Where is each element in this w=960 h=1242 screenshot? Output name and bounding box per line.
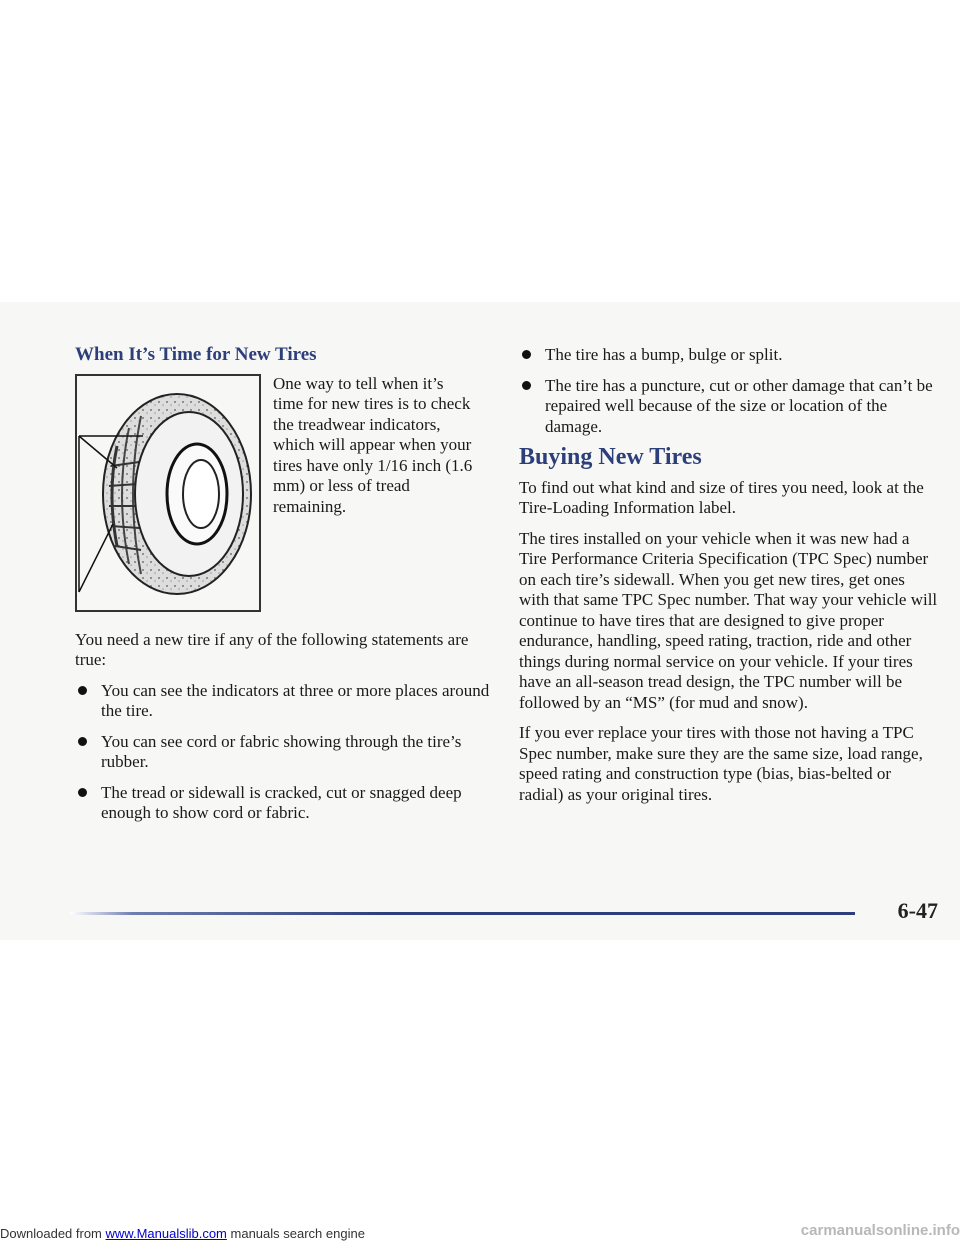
tire-treadwear-icon [75,374,261,612]
left-column [75,345,495,834]
paragraph: The tires installed on your vehicle when it was new had a Tire Performance Criteria Specification (TPC Spec) number on each tire’s sidewall. When you get new tires, get ones with that same TPC Spec number. That way your vehicle will continue to have tires that are designed to give proper endurance, handling, speed rating, traction, ride and other things during normal service on your vehicle. If your tires have an all-season tread design, the TPC number will be followed by an “MS” (for mud and snow). [519,528,938,712]
treadwear-intro: One way to tell when it’s time for new tires is to check the treadwear indicators, which will appear when your tires have only 1/16 inch (1.6 mm) or less of tread remaining. [273,373,473,516]
footer-rule [70,912,855,915]
watermark: carmanualsonline.info [800,1222,960,1239]
section-heading-new-tires: When It’s Time for New Tires [75,344,317,365]
new-tire-conditions [75,681,495,824]
list-item: The tire has a puncture, cut or other damage that can’t be repaired well because of the size or location of the damage. [519,376,939,438]
list-item: You can see cord or fabric showing through the tire’s rubber. [75,732,495,773]
download-banner [0,1226,500,1241]
list-item: The tire has a bump, bulge or split. [519,345,939,366]
right-column [519,345,939,815]
damage-conditions [519,345,939,437]
list-item: The tread or sidewall is cracked, cut or snagged deep enough to show cord or fabric. [75,783,495,824]
section-heading-buying: Buying New Tires [519,444,702,470]
new-tire-lead: You need a new tire if any of the following statements are true: [75,629,469,669]
figure-row [75,374,495,612]
paragraph: To find out what kind and size of tires you need, look at the Tire-Loading Information label. [519,477,924,517]
list-item: You can see the indicators at three or more places around the tire. [75,681,495,722]
manualslib-link[interactable]: www.Manualslib.com [105,1226,227,1241]
download-suffix: manuals search engine [230,1226,365,1241]
paragraph: If you ever replace your tires with those not having a TPC Spec number, make sure they are the same size, load range, speed rating and construction type (bias, bias-belted or radial) as your original tires. [519,723,923,804]
download-prefix: Downloaded from [0,1226,102,1241]
page-number: 6-47 [897,898,938,923]
